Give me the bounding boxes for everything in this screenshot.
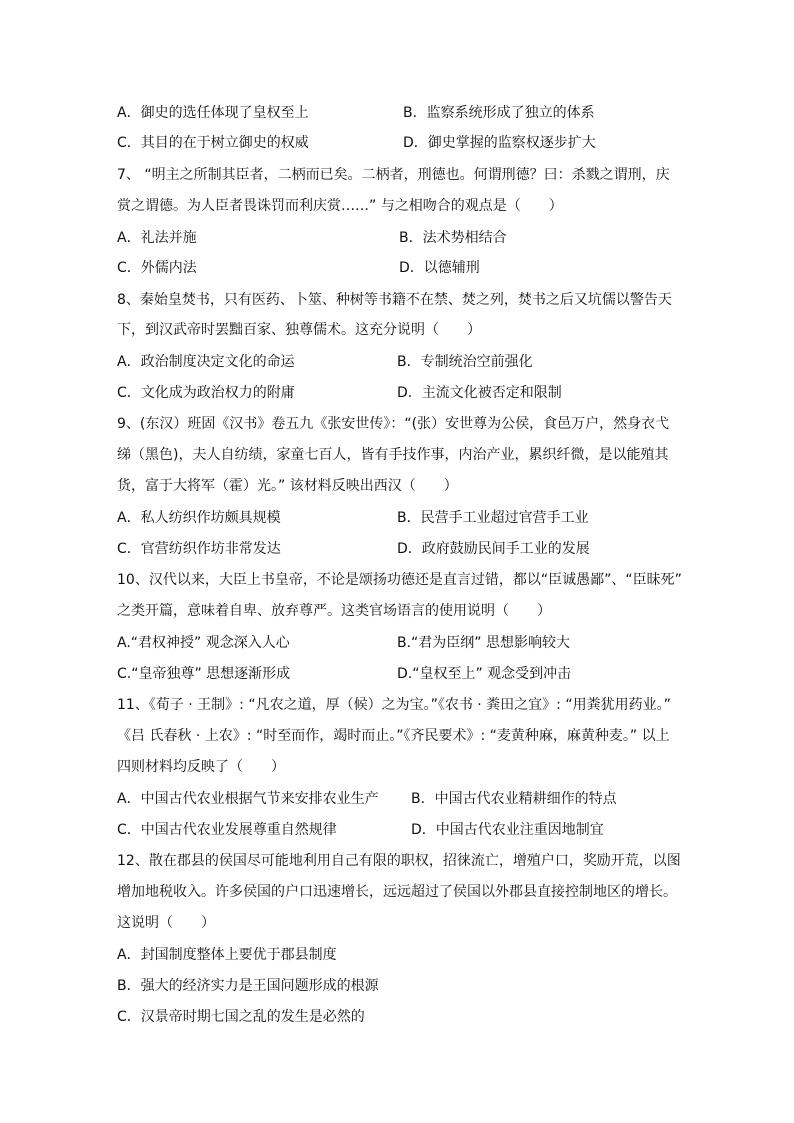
q11-stem-line-1: 11、《荀子 · 王制》: “凡农之道，厚（候）之为宝。”《农书 · 粪田之宜》: “用粪犹用药业。” bbox=[117, 697, 671, 713]
q9-option-a: A．私人纺织作坊颇具规模 bbox=[117, 510, 281, 526]
q10-option-a: A.“君权神授” 观念深入人心 bbox=[117, 635, 290, 651]
q12-stem-line-3: 这说明（ ） bbox=[117, 915, 215, 931]
q7-option-d: D．以德辅刑 bbox=[399, 260, 480, 276]
q11-stem-line-3: 四则材料均反映了（ ） bbox=[117, 759, 285, 775]
q12-option-c: C．汉景帝时期七国之乱的发生是必然的 bbox=[117, 1009, 365, 1025]
q7-option-b: B．法术势相结合 bbox=[399, 230, 507, 246]
q7-stem-line-2: 赏之谓德。为人臣者畏诛罚而利庆赏……” 与之相吻合的观点是（ ） bbox=[117, 198, 563, 214]
q6-option-b: B．监察系统形成了独立的体系 bbox=[403, 105, 595, 121]
q8-option-d: D．主流文化被否定和限制 bbox=[397, 385, 562, 401]
q10-option-c: C.“皇帝独尊” 思想逐渐形成 bbox=[117, 666, 291, 682]
q6-option-a: A．御史的选任体现了皇权至上 bbox=[117, 105, 309, 121]
q9-option-d: D．政府鼓励民间手工业的发展 bbox=[397, 541, 590, 557]
q9-option-b: B．民营手工业超过官营手工业 bbox=[397, 510, 589, 526]
q12-option-b: B．强大的经济实力是王国问题形成的根源 bbox=[117, 978, 379, 994]
q8-stem-line-1: 8、秦始皇焚书，只有医药、卜筮、种树等书籍不在禁、焚之列，焚书之后又坑儒以警告天 bbox=[117, 292, 672, 308]
q9-stem-line-2: 绨（黑色)，夫人自纺绩，家童七百人，皆有手技作事，内治产业，累织纤微，是以能殖其 bbox=[117, 447, 669, 463]
q8-stem-line-2: 下，到汉武帝时罢黜百家、独尊儒术。这充分说明（ ） bbox=[117, 322, 481, 338]
q12-option-a: A．封国制度整体上要优于郡县制度 bbox=[117, 947, 337, 963]
q11-stem-line-2: 《吕 氏春秋 · 上农》: “时至而作，竭时而止。”《齐民要术》: “麦黄种麻，麻黄种麦。” 以上 bbox=[117, 728, 670, 744]
q11-option-b: B．中国古代农业精耕细作的特点 bbox=[411, 791, 617, 807]
q10-option-b: B.“君为臣纲” 思想影响较大 bbox=[397, 635, 571, 651]
q12-stem-line-1: 12、散在郡县的侯国尽可能地利用自己有限的职权，招徕流亡，增殖户口，奖励开荒，以图 bbox=[117, 853, 681, 869]
q10-stem-line-1: 10、汉代以来，大臣上书皇帝，不论是颂扬功德还是直言过错，都以“臣诚愚鄙”、“臣昧死” bbox=[117, 572, 682, 588]
q8-option-b: B．专制统治空前强化 bbox=[397, 354, 533, 370]
q7-option-c: C．外儒内法 bbox=[117, 260, 197, 276]
q8-option-a: A．政治制度决定文化的命运 bbox=[117, 354, 295, 370]
q7-stem-line-1: 7、 “明主之所制其臣者，二柄而已矣。二柄者，刑德也。何谓刑德？曰：杀戮之谓刑，庆 bbox=[117, 167, 670, 183]
q10-option-d: D.“皇权至上” 观念受到冲击 bbox=[397, 666, 572, 682]
q11-option-d: D．中国古代农业注重因地制宜 bbox=[411, 822, 604, 838]
q9-stem-line-3: 货，富于大将军（霍）光。” 该材料反映出西汉（ ） bbox=[117, 478, 458, 494]
q6-option-c: C．其目的在于树立御史的权威 bbox=[117, 135, 309, 151]
q10-stem-line-2: 之类开篇，意味着自卑、放弃尊严。这类官场语言的使用说明（ ） bbox=[117, 603, 551, 619]
q8-option-c: C．文化成为政治权力的附庸 bbox=[117, 385, 295, 401]
q11-option-c: C．中国古代农业发展尊重自然规律 bbox=[117, 822, 337, 838]
q6-option-d: D．御史掌握的监察权逐步扩大 bbox=[403, 135, 596, 151]
q9-option-c: C．官营纺织作坊非常发达 bbox=[117, 541, 281, 557]
q12-stem-line-2: 增加地税收入。许多侯国的户口迅速增长，远远超过了侯国以外郡县直接控制地区的增长。 bbox=[117, 884, 677, 900]
q11-option-a: A．中国古代农业根据气节来安排农业生产 bbox=[117, 791, 379, 807]
q7-option-a: A．礼法并施 bbox=[117, 230, 197, 246]
q9-stem-line-1: 9、(东汉）班固《汉书》卷五九《张安世传》：“(张）安世尊为公侯，食邑万户，然身衣弋 bbox=[117, 416, 670, 432]
